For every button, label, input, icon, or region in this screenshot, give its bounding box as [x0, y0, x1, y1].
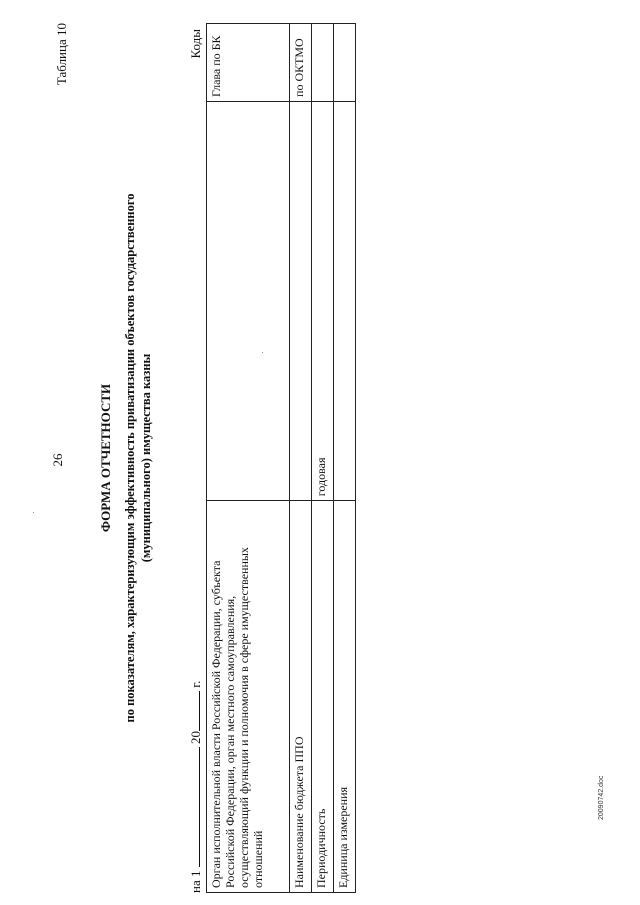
row-label: Периодичность	[312, 501, 334, 893]
codes-header: Коды	[188, 29, 203, 59]
year-prefix: 20	[188, 731, 203, 745]
row-code	[334, 24, 356, 102]
page-number: 26	[50, 453, 65, 467]
rotated-form-block	[54, 23, 614, 893]
scan-speck	[262, 352, 263, 353]
row-value	[207, 101, 290, 500]
row-code: Глава по БК	[207, 24, 290, 102]
table-row	[290, 24, 312, 893]
row-label: Единица измерения	[334, 501, 356, 893]
year-blank	[199, 691, 200, 731]
row-label: Орган исполнительной власти Российской Федерации, субъекта Российской Федерации, орган местного самоуправления, осуществляющий функции и полномочия в сфере имущественных отношений	[207, 501, 290, 893]
row-label: Наименование бюджета ППО	[290, 501, 312, 893]
row-value	[290, 101, 312, 500]
footer-doc-code: 20090742.doc	[598, 775, 605, 820]
form-subtitle: по показателям, характеризующим эффективность приватизации объектов государственного (муниципального) имущества казны	[123, 193, 153, 723]
date-suffix: г.	[188, 680, 203, 688]
report-header-table	[206, 23, 356, 893]
table-label: Таблица 10	[54, 23, 69, 86]
form-title: ФОРМА ОТЧЕТНОСТИ	[98, 383, 113, 533]
date-blank	[199, 747, 200, 867]
row-code: по ОКТМО	[290, 24, 312, 102]
row-code	[312, 24, 334, 102]
table-row	[312, 24, 334, 893]
report-date-line	[188, 593, 204, 893]
date-prefix: на 1	[188, 870, 203, 893]
row-value	[334, 101, 356, 500]
table-row	[334, 24, 356, 893]
table-row	[207, 24, 290, 893]
row-value: годовая	[312, 101, 334, 500]
scan-speck	[33, 512, 34, 513]
